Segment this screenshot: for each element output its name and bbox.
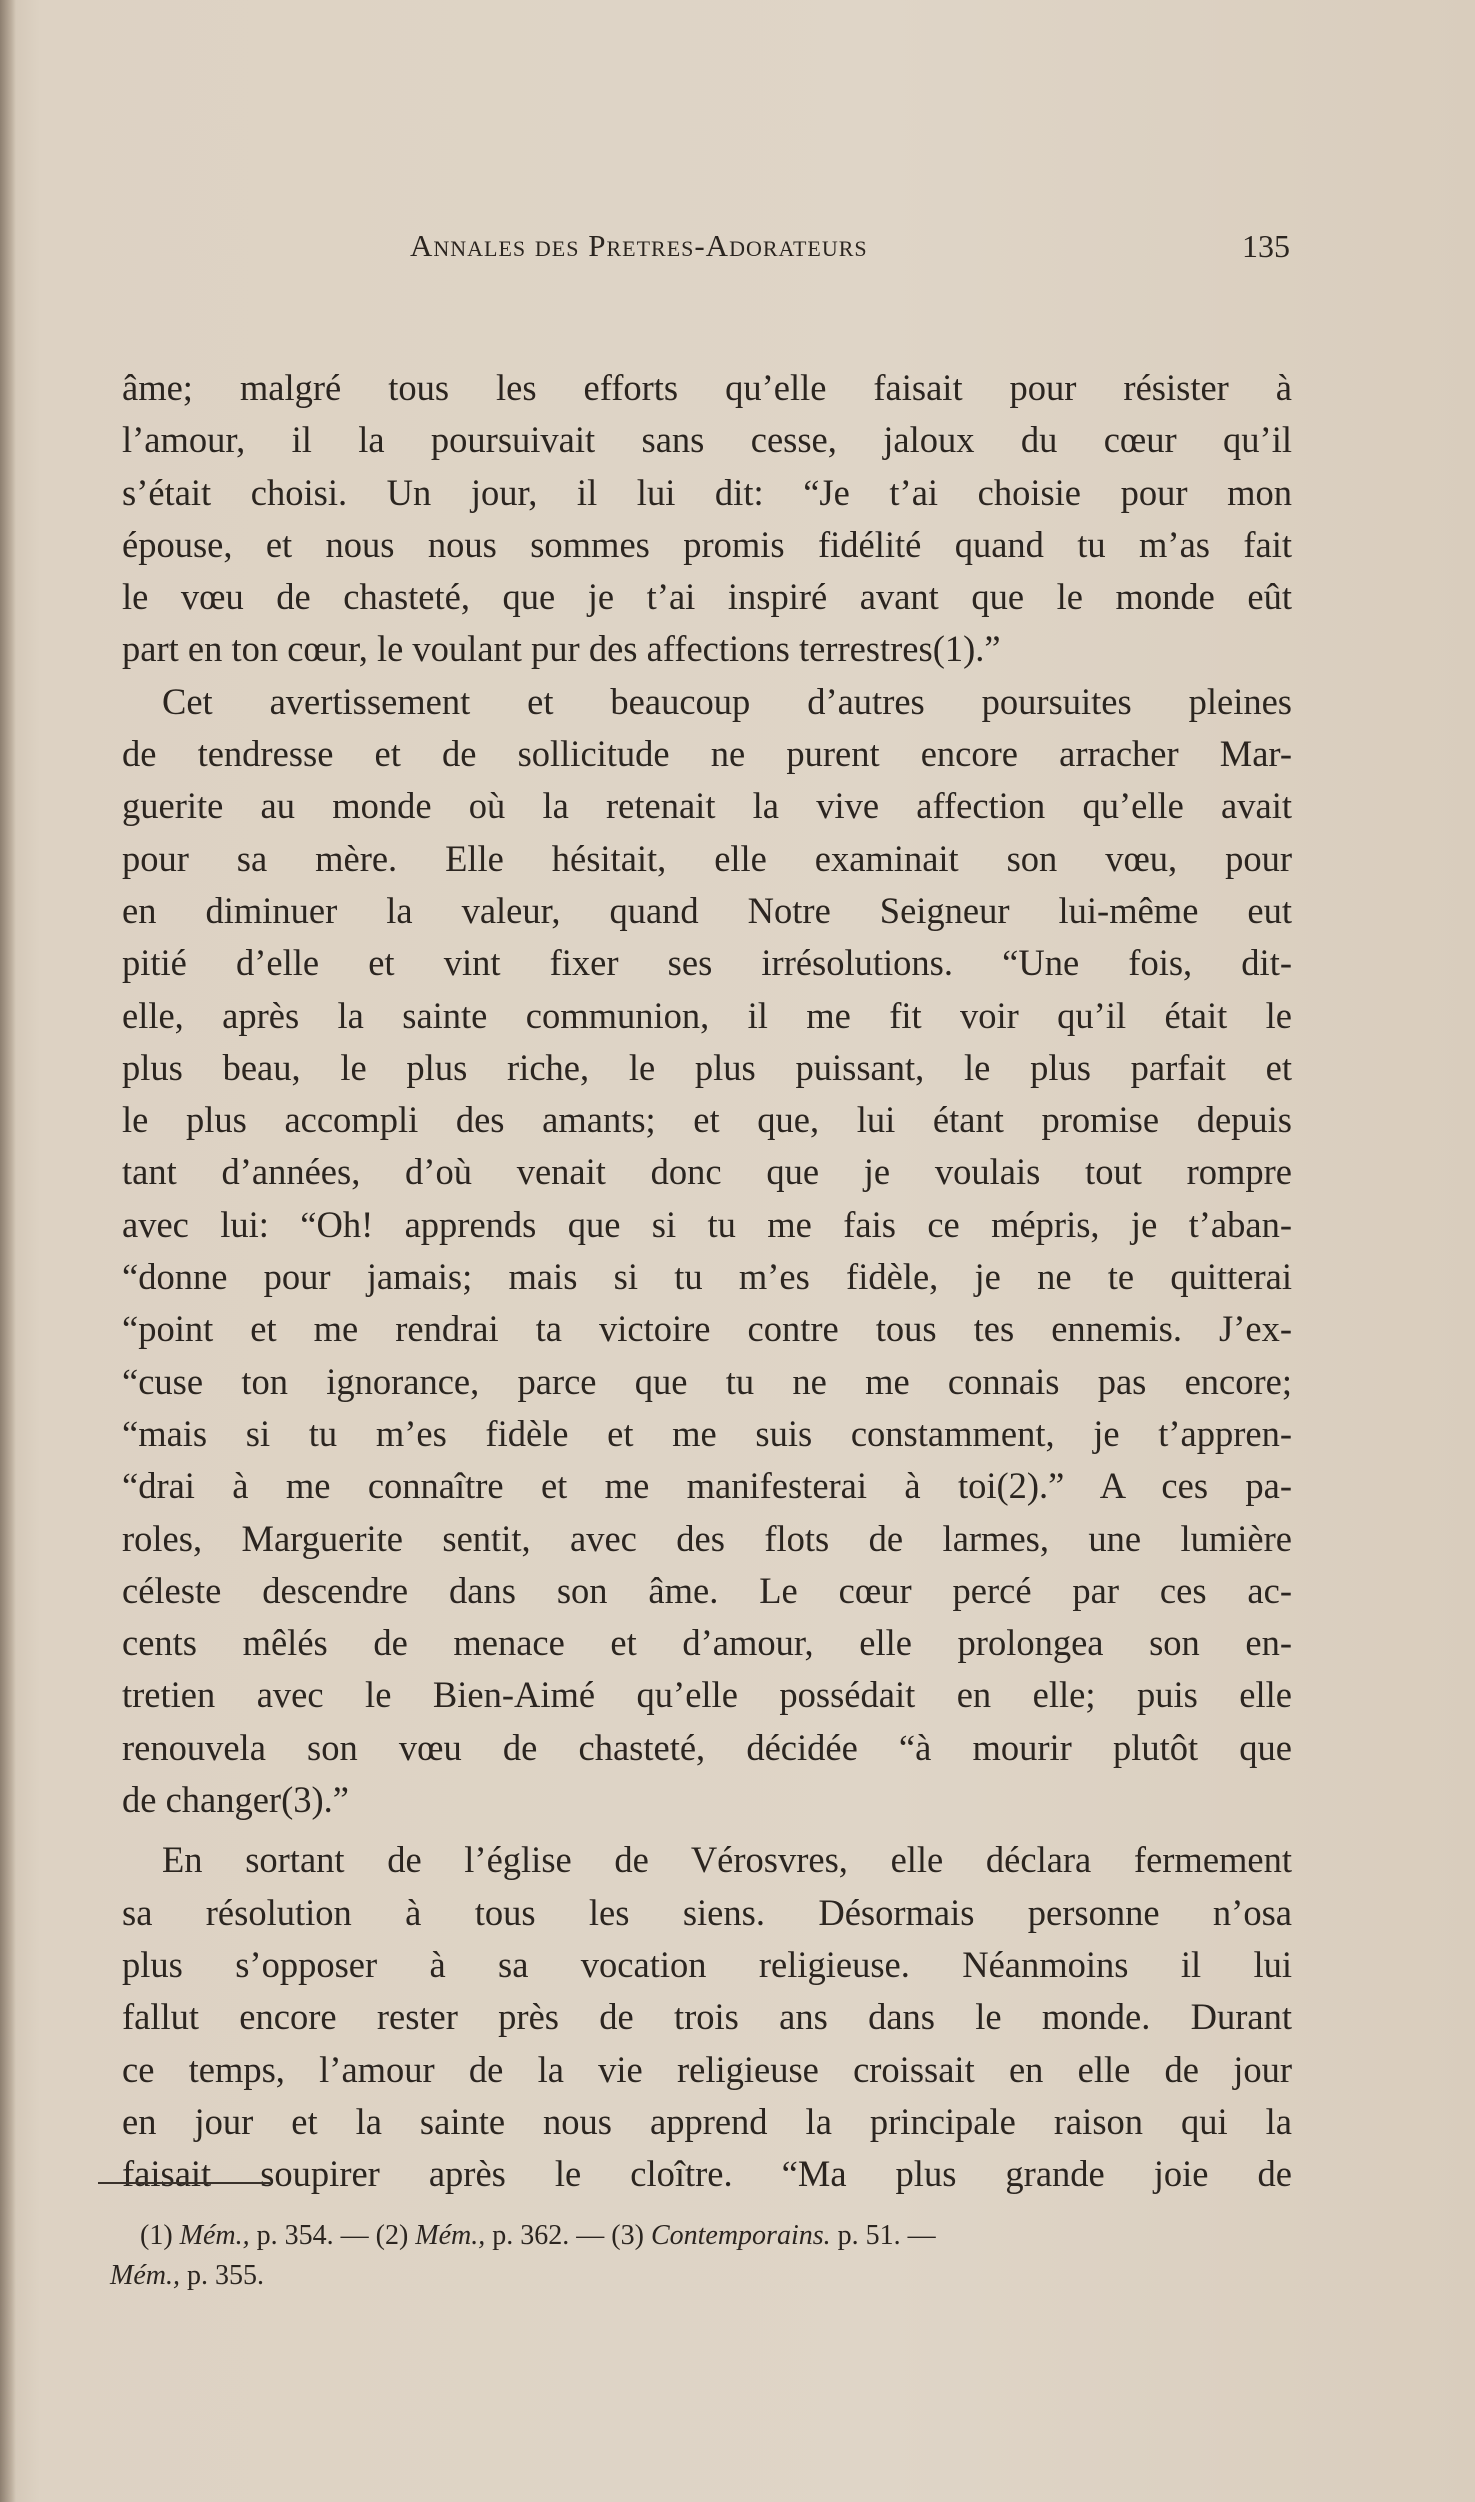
- text-line: en diminuer la valeur, quand Notre Seigneur lui-même eut: [122, 889, 1292, 931]
- text-line: roles, Marguerite sentit, avec des flots de larmes, une lumière: [122, 1517, 1292, 1559]
- text-line: avec lui: “Oh! apprends que si tu me fais ce mépris, je t’aban-: [122, 1203, 1292, 1245]
- footnote-source: Mém.,: [110, 2260, 180, 2291]
- text-line: plus s’opposer à sa vocation religieuse. Néanmoins il lui: [122, 1943, 1292, 1985]
- body-text: [122, 362, 1292, 2200]
- page-number: 135: [1242, 228, 1290, 264]
- text-line: renouvela son vœu de chasteté, décidée “à mourir plutôt que: [122, 1726, 1292, 1768]
- footnote-line: [110, 2256, 1280, 2296]
- footnote-page: p. 362. — (3): [492, 2220, 644, 2251]
- text-line: En sortant de l’église de Vérosvres, elle déclara fermement: [162, 1839, 1292, 1881]
- text-line: “mais si tu m’es fidèle et me suis constamment, je t’appren-: [122, 1412, 1292, 1454]
- running-title: Annales des Pretres-Adorateurs: [410, 228, 868, 263]
- text-line: de changer(3).”: [122, 1779, 349, 1821]
- text-line: cents mêlés de menace et d’amour, elle prolongea son en-: [122, 1622, 1292, 1664]
- book-spine-shadow: [0, 0, 16, 2502]
- text-line: tant d’années, d’où venait donc que je voulais tout rompre: [122, 1151, 1292, 1193]
- text-line: “cuse ton ignorance, parce que tu ne me connais pas encore;: [122, 1360, 1292, 1402]
- footnote-marker: (1): [140, 2220, 173, 2251]
- running-head: [410, 228, 1290, 272]
- paragraph-gap: [122, 1826, 1292, 1834]
- text-line: épouse, et nous nous sommes promis fidélité quand tu m’as fait: [122, 523, 1292, 565]
- text-line: Cet avertissement et beaucoup d’autres poursuites pleines: [162, 680, 1292, 722]
- footnote-page: p. 51. —: [837, 2220, 936, 2251]
- text-line: “donne pour jamais; mais si tu m’es fidèle, je ne te quitterai: [122, 1256, 1292, 1298]
- text-line: âme; malgré tous les efforts qu’elle faisait pour résister à: [122, 367, 1292, 408]
- text-line: sa résolution à tous les siens. Désormais personne n’osa: [122, 1891, 1292, 1933]
- text-line: ce temps, l’amour de la vie religieuse croissait en elle de jour: [122, 2048, 1292, 2090]
- text-line: le plus accompli des amants; et que, lui étant promise depuis: [122, 1099, 1292, 1141]
- text-line: fallut encore rester près de trois ans dans le monde. Durant: [122, 1996, 1292, 2038]
- text-line: tretien avec le Bien-Aimé qu’elle possédait en elle; puis elle: [122, 1674, 1292, 1716]
- text-line: guerite au monde où la retenait la vive affection qu’elle avait: [122, 785, 1292, 827]
- text-line: part en ton cœur, le voulant pur des affections terrestres(1).”: [122, 628, 1001, 670]
- text-line: plus beau, le plus riche, le plus puissant, le plus parfait et: [122, 1046, 1292, 1088]
- text-line: “point et me rendrai ta victoire contre tous tes ennemis. J’ex-: [122, 1308, 1292, 1350]
- text-line: en jour et la sainte nous apprend la principale raison qui la: [122, 2100, 1292, 2142]
- footnote-line: [110, 2216, 1280, 2256]
- text-line: l’amour, il la poursuivait sans cesse, jaloux du cœur qu’il: [122, 419, 1292, 461]
- text-line: faisait soupirer après le cloître. “Ma plus grande joie de: [122, 2153, 1292, 2195]
- text-line: “drai à me connaître et me manifesterai à toi(2).” A ces pa-: [122, 1465, 1292, 1507]
- text-line: s’était choisi. Un jour, il lui dit: “Je t’ai choisie pour mon: [122, 471, 1292, 513]
- footnote-source: Mém.,: [415, 2220, 486, 2251]
- footnotes: [110, 2216, 1280, 2296]
- footnote-source: Contemporains.: [650, 2220, 831, 2251]
- text-line: de tendresse et de sollicitude ne purent encore arracher Mar-: [122, 733, 1292, 775]
- footnote-source: Mém.,: [179, 2220, 250, 2251]
- footnote-rule: [98, 2182, 270, 2184]
- footnote-page: p. 354. — (2): [256, 2220, 409, 2251]
- text-line: pour sa mère. Elle hésitait, elle examinait son vœu, pour: [122, 837, 1292, 879]
- text-line: céleste descendre dans son âme. Le cœur percé par ces ac-: [122, 1569, 1292, 1611]
- text-line: pitié d’elle et vint fixer ses irrésolutions. “Une fois, dit-: [122, 942, 1292, 984]
- text-line: elle, après la sainte communion, il me fit voir qu’il était le: [122, 994, 1292, 1036]
- footnote-page: p. 355.: [186, 2260, 264, 2291]
- text-line: le vœu de chasteté, que je t’ai inspiré avant que le monde eût: [122, 576, 1292, 618]
